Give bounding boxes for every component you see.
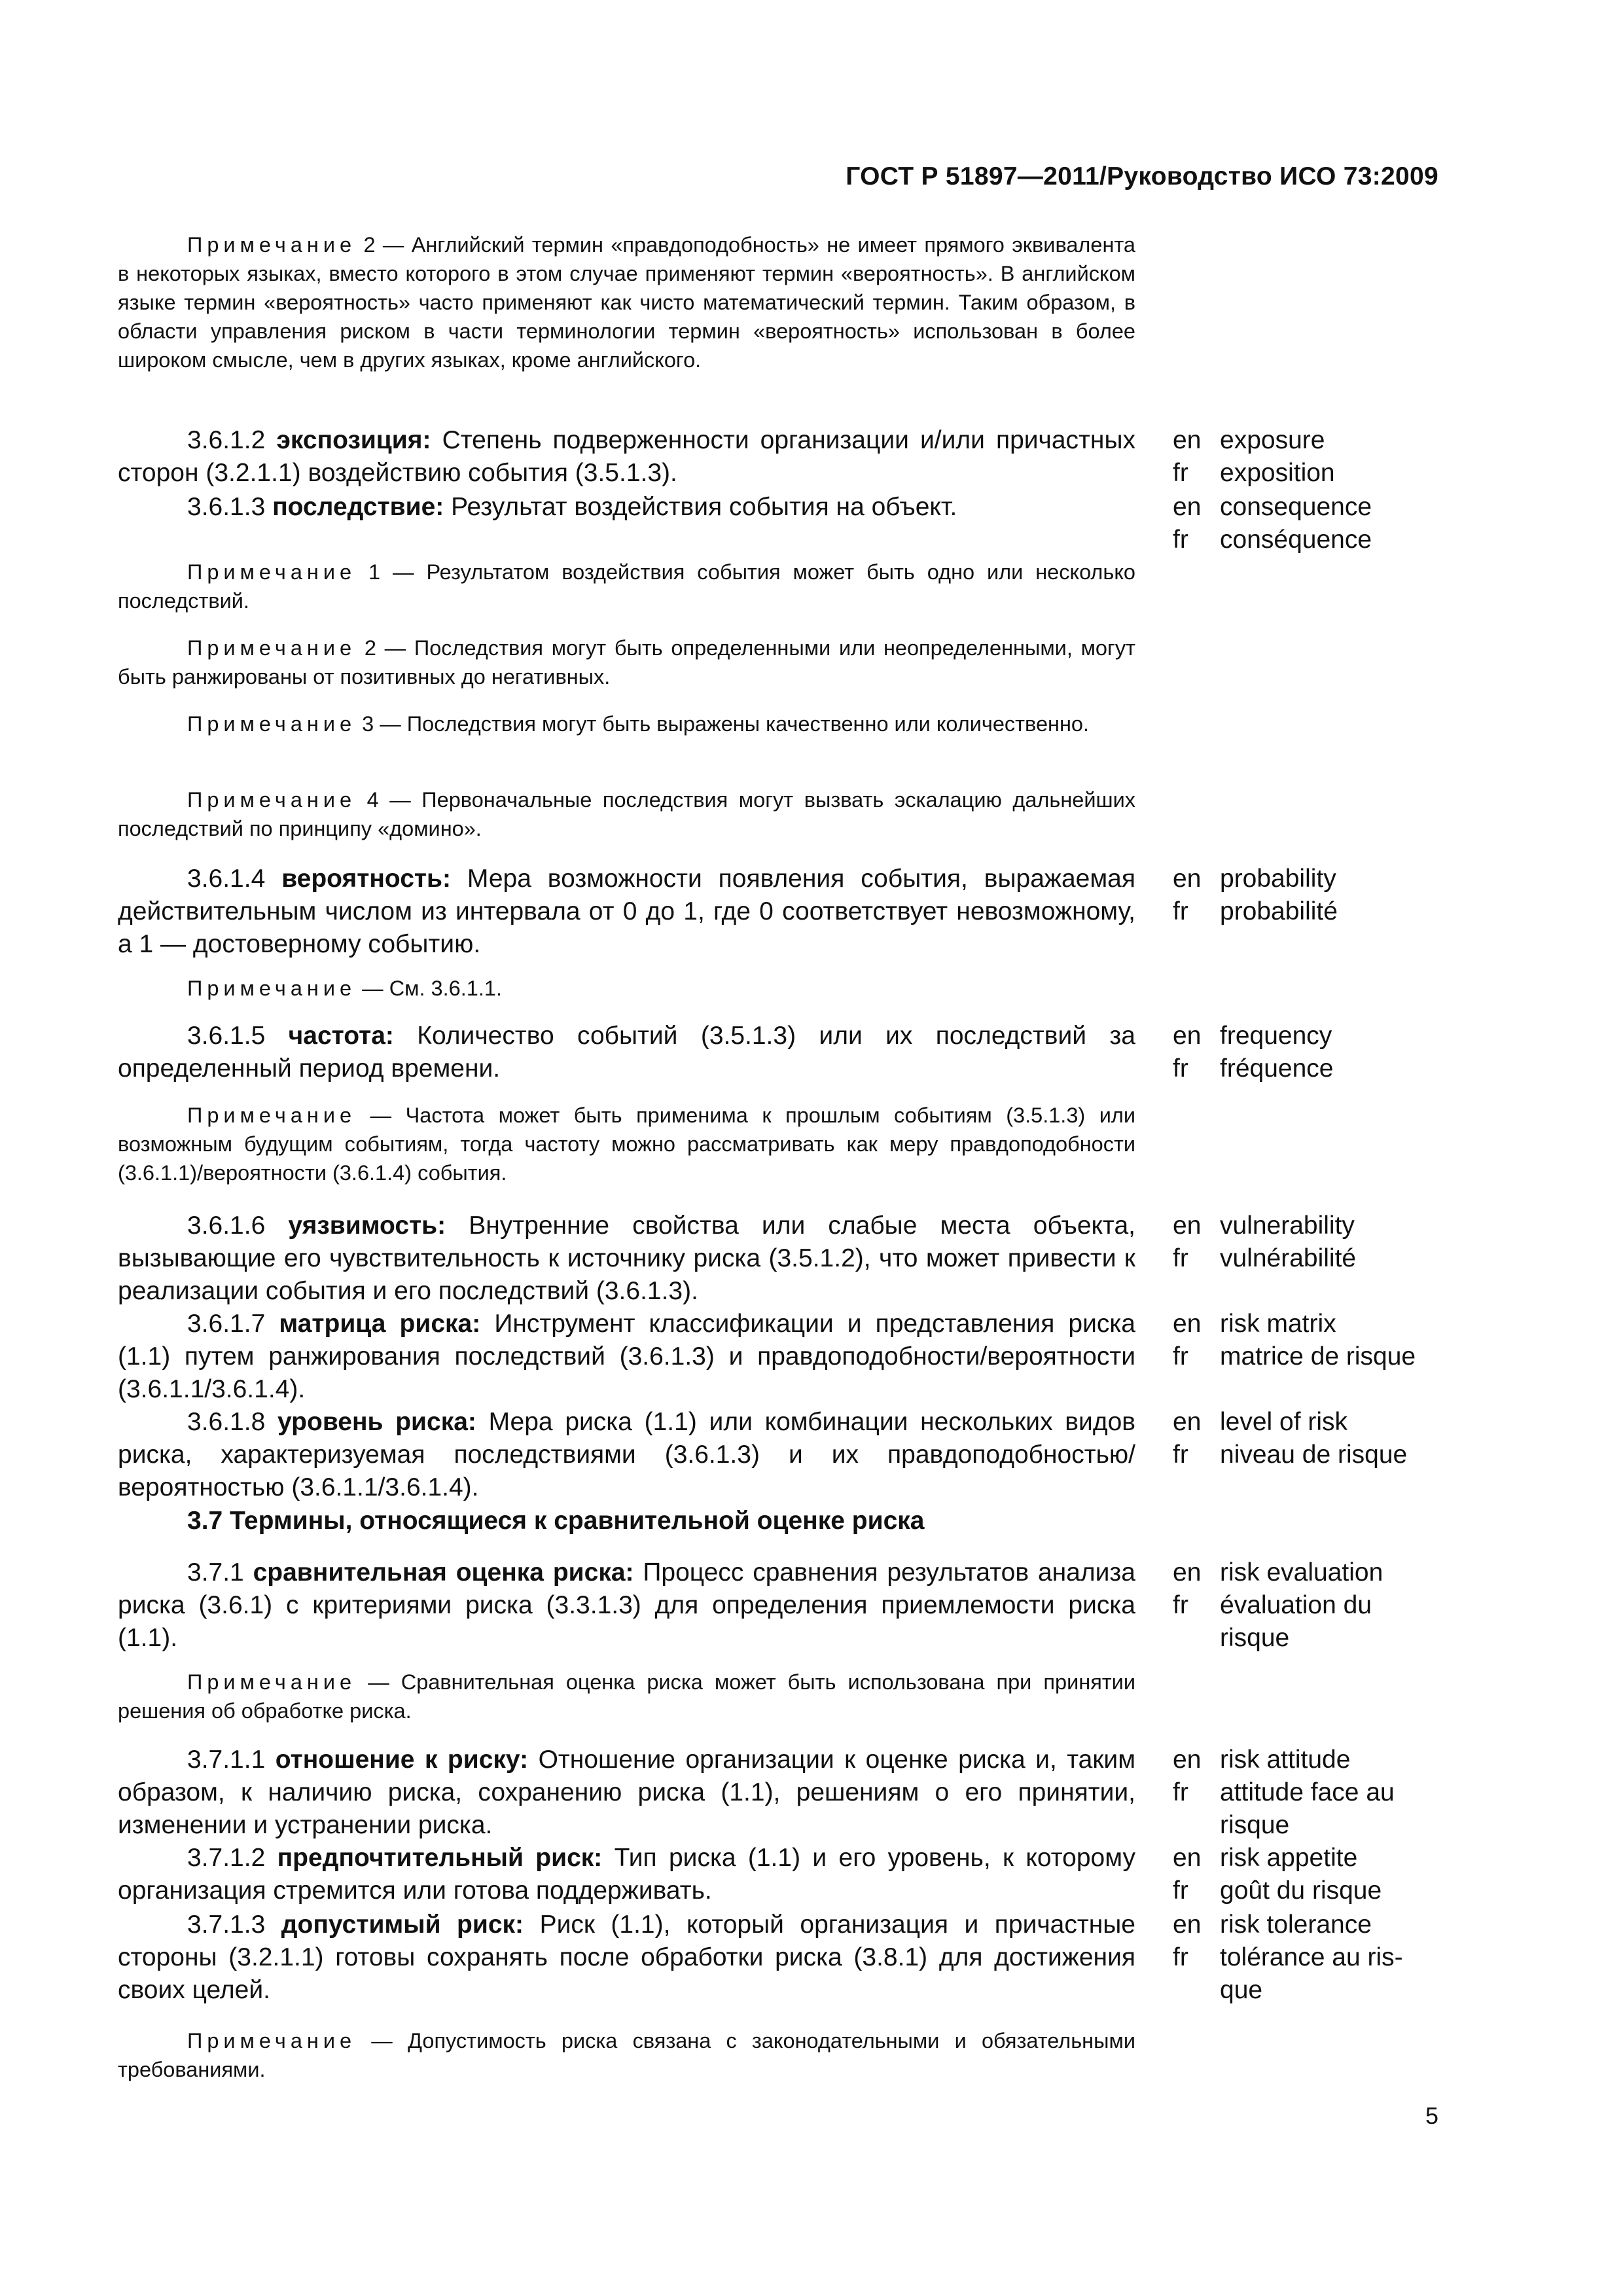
term-name: вероятность: <box>281 865 451 893</box>
note-text: Частота может быть применима к прошлым событиям (3.5.1.3) или возможным будущим событиям, тогда частоту можно рассматривать как меру правдоподобности (3.6.1.1)/вероятности (3.6.1.4) события. <box>118 1103 1136 1185</box>
term-name: отношение к риску: <box>275 1746 529 1774</box>
equivalents-risk-appetite <box>1173 1842 1500 1907</box>
french-term-continuation: risque <box>1220 1624 1290 1652</box>
equivalents-risk-evaluation <box>1173 1556 1500 1655</box>
term-entry-3616 <box>118 1210 1135 1308</box>
note-text: См. 3.6.1.1. <box>389 977 502 1000</box>
french-term: vulnérabilité <box>1220 1244 1357 1272</box>
french-term: évaluation du <box>1220 1591 1372 1619</box>
term-definition: Количество событий (3.5.1.3) или их последствий за определенный период времени. <box>118 1022 1135 1083</box>
english-term: risk evaluation <box>1220 1558 1383 1587</box>
note-text: Сравнительная оценка риска может быть использована при принятии решения об обработке риска. <box>118 1670 1135 1723</box>
term-number: 3.6.1.2 <box>187 426 266 454</box>
lang-code-fr: fr <box>1173 1054 1188 1083</box>
french-term: probabilité <box>1220 897 1338 925</box>
english-term: vulnerability <box>1220 1211 1355 1240</box>
lang-code-en: en <box>1173 426 1202 454</box>
lang-code-fr: fr <box>1173 526 1188 554</box>
note-number: — <box>356 1103 406 1127</box>
term-number: 3.6.1.6 <box>187 1211 266 1240</box>
term-name: сравнительная оценка риска: <box>253 1558 634 1587</box>
note-text: Последствия могут быть выражены качественно или количественно. <box>406 712 1090 736</box>
lang-code-fr: fr <box>1173 1943 1188 1971</box>
term-entry-3613 <box>118 491 1135 524</box>
english-term: risk attitude <box>1220 1746 1351 1774</box>
english-term: risk tolerance <box>1220 1910 1372 1939</box>
french-term: attitude face au <box>1220 1778 1395 1806</box>
section-heading: 3.7 Термины, относящиеся к сравнительной оценке риска <box>187 1507 925 1535</box>
term-name: экспозиция: <box>276 426 431 454</box>
note-block <box>118 785 1135 843</box>
term-definition: Результат воздействия события на объект. <box>451 493 957 521</box>
term-name: уровень риска: <box>277 1408 476 1436</box>
term-name: уязвимость: <box>288 1211 446 1240</box>
term-entry-3612 <box>118 424 1135 490</box>
note-block <box>118 558 1135 615</box>
term-definition: Тип риска (1.1) и его уровень, к которому организация стремится или готова поддерживать. <box>118 1844 1135 1905</box>
term-definition: Риск (1.1), который организация и причастные стороны (3.2.1.1) готовы сохранять после обработки риска (3.8.1) для достижения своих целей. <box>118 1910 1135 2004</box>
note-block <box>118 709 1135 738</box>
note-label: Примечание <box>187 712 357 736</box>
lang-code-en: en <box>1173 1910 1202 1939</box>
english-term: risk appetite <box>1220 1844 1358 1872</box>
term-number: 3.6.1.3 <box>187 493 266 521</box>
english-term: probability <box>1220 865 1336 893</box>
note-number: 1 — <box>356 560 427 584</box>
french-term-continuation: que <box>1220 1976 1263 2004</box>
term-number: 3.6.1.4 <box>187 865 266 893</box>
term-number: 3.7.1.2 <box>187 1844 266 1872</box>
equivalents-level-of-risk <box>1173 1406 1500 1471</box>
term-definition: Инструмент классификации и представления риска (1.1) путем ранжирования последствий (3.6.1.3) и правдоподобности/вероятности (3.6.1.1/3.6.1.4). <box>118 1310 1135 1403</box>
note-text: Допустимость риска связана с законодательными и обязательными требованиями. <box>118 2029 1135 2081</box>
term-definition: Процесс сравнения результатов анализа риска (3.6.1) с критериями риска (3.3.1.3) для определения приемлемости риска (1.1). <box>118 1558 1135 1652</box>
equivalents-frequency <box>1173 1020 1500 1085</box>
note-number: — <box>356 1670 401 1694</box>
english-term: risk matrix <box>1220 1310 1336 1338</box>
note-number: 3 — <box>356 712 407 736</box>
note-block <box>118 230 1135 374</box>
french-term: exposition <box>1220 459 1335 487</box>
term-definition: Степень подверженности организации и/или причастных сторон (3.2.1.1) воздействию события (3.5.1.3). <box>118 426 1135 487</box>
french-term: matrice de risque <box>1220 1342 1416 1371</box>
french-term: fréquence <box>1220 1054 1334 1083</box>
english-term: consequence <box>1220 493 1372 521</box>
lang-code-fr: fr <box>1173 897 1188 925</box>
lang-code-fr: fr <box>1173 1441 1188 1469</box>
note-block <box>118 2026 1135 2084</box>
term-number: 3.7.1 <box>187 1558 244 1587</box>
lang-code-en: en <box>1173 1310 1202 1338</box>
term-entry-371 <box>118 1556 1135 1655</box>
lang-code-fr: fr <box>1173 1591 1188 1619</box>
note-number: 2 — <box>356 233 412 257</box>
equivalents-consequence <box>1173 491 1500 556</box>
term-name: матрица риска: <box>279 1310 481 1338</box>
term-entry-3712 <box>118 1842 1135 1907</box>
english-term: exposure <box>1220 426 1325 454</box>
note-label: Примечание <box>187 1103 357 1127</box>
lang-code-fr: fr <box>1173 1244 1188 1272</box>
note-text: Первоначальные последствия могут вызвать эскалацию дальнейших последствий по принципу «домино». <box>118 788 1135 840</box>
term-entry-3617 <box>118 1308 1135 1406</box>
english-term: frequency <box>1220 1022 1332 1050</box>
note-label: Примечание <box>187 2029 357 2053</box>
note-number: — <box>356 2029 408 2053</box>
english-term: level of risk <box>1220 1408 1348 1436</box>
note-block <box>118 1101 1135 1187</box>
term-definition: Внутренние свойства или слабые места объекта, вызывающие его чувствительность к источнику риска (3.5.1.2), что может привести к реализации события и его последствий (3.6.1.3). <box>118 1211 1136 1305</box>
term-entry-3614 <box>118 863 1135 961</box>
lang-code-en: en <box>1173 1408 1202 1436</box>
lang-code-en: en <box>1173 1211 1202 1240</box>
note-block <box>118 974 1135 1003</box>
french-term: tolérance au ris- <box>1220 1943 1403 1971</box>
term-entry-3713 <box>118 1909 1135 2007</box>
equivalents-vulnerability <box>1173 1210 1500 1275</box>
page-number: 5 <box>1425 2102 1439 2129</box>
note-block <box>118 1668 1135 1725</box>
lang-code-en: en <box>1173 1022 1202 1050</box>
document-header: ГОСТ Р 51897—2011/Руководство ИСО 73:2009 <box>846 162 1438 190</box>
term-number: 3.6.1.5 <box>187 1022 266 1050</box>
lang-code-en: en <box>1173 1844 1202 1872</box>
note-text: Последствия могут быть определенными или неопределенными, могут быть ранжированы от позитивных до негативных. <box>118 636 1135 689</box>
lang-code-en: en <box>1173 865 1202 893</box>
term-number: 3.7.1.3 <box>187 1910 266 1939</box>
lang-code-fr: fr <box>1173 1876 1188 1905</box>
note-label: Примечание <box>187 788 357 812</box>
note-label: Примечание <box>187 977 357 1000</box>
equivalents-risk-attitude <box>1173 1744 1500 1842</box>
lang-code-en: en <box>1173 1558 1202 1587</box>
french-term: conséquence <box>1220 526 1372 554</box>
equivalents-probability <box>1173 863 1500 928</box>
term-entry-3615 <box>118 1020 1135 1085</box>
note-number: 2 — <box>356 636 414 660</box>
equivalents-exposure <box>1173 424 1500 490</box>
note-number: 4 — <box>356 788 422 812</box>
term-number: 3.6.1.7 <box>187 1310 266 1338</box>
note-number: — <box>356 977 389 1000</box>
equivalents-risk-tolerance <box>1173 1909 1500 2007</box>
term-name: допустимый риск: <box>281 1910 524 1939</box>
lang-code-fr: fr <box>1173 1342 1188 1371</box>
equivalents-risk-matrix <box>1173 1308 1500 1373</box>
term-definition: Отношение организации к оценке риска и, таким образом, к наличию риска, сохранению риска (1.1), решениям о его принятии, изменении и устранении риска. <box>118 1746 1136 1839</box>
note-text: Результатом воздействия события может быть одно или несколько последствий. <box>118 560 1135 613</box>
term-name: последствие: <box>272 493 444 521</box>
term-entry-3711 <box>118 1744 1135 1842</box>
term-number: 3.7.1.1 <box>187 1746 266 1774</box>
lang-code-fr: fr <box>1173 459 1188 487</box>
note-label: Примечание <box>187 636 357 660</box>
note-label: Примечание <box>187 1670 357 1694</box>
note-label: Примечание <box>187 233 357 257</box>
term-name: предпочтительный риск: <box>277 1844 603 1872</box>
french-term: niveau de risque <box>1220 1441 1408 1469</box>
french-term-continuation: risque <box>1220 1811 1290 1839</box>
term-definition: Мера риска (1.1) или комбинации нескольких видов риска, характеризуемая последствиями (3.6.1.3) и их правдоподобностью/вероятностью (3.6.1.1/3.6.1.4). <box>118 1408 1135 1501</box>
term-definition: Мера возможности появления события, выражаемая действительным числом из интервала от 0 до 1, где 0 соответствует невозможному, а 1 — достоверному событию. <box>118 865 1135 958</box>
lang-code-en: en <box>1173 493 1202 521</box>
lang-code-en: en <box>1173 1746 1202 1774</box>
french-term: goût du risque <box>1220 1876 1382 1905</box>
note-text: Английский термин «правдоподобность» не имеет прямого эквивалента в некоторых языках, вместо которого в этом случае применяют термин «вероятность». В английском языке термин «вероятность» часто применяют как чисто математический термин. Таким образом, в области управления риском в части терминологии термин «вероятность» использован в более широком смысле, чем в других языках, кроме английского. <box>118 233 1135 372</box>
note-block <box>118 634 1135 691</box>
term-name: частота: <box>288 1022 394 1050</box>
lang-code-fr: fr <box>1173 1778 1188 1806</box>
term-number: 3.6.1.8 <box>187 1408 266 1436</box>
term-entry-3618 <box>118 1406 1135 1504</box>
note-label: Примечание <box>187 560 357 584</box>
